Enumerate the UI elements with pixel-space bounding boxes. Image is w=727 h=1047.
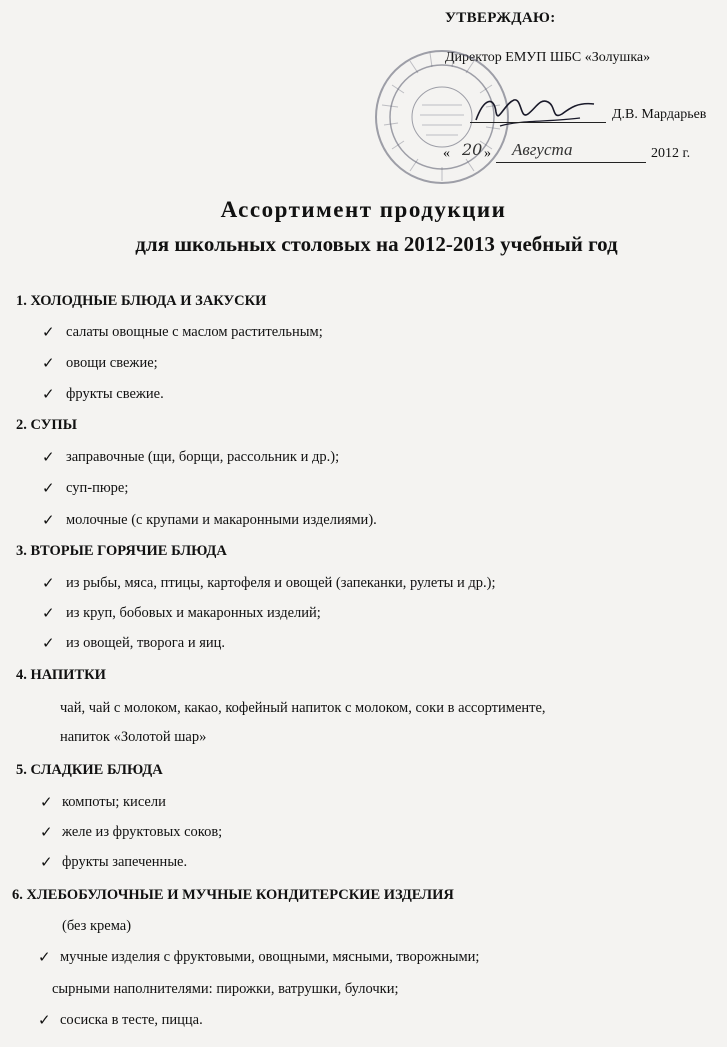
section-heading: 3. ВТОРЫЕ ГОРЯЧИЕ БЛЮДА — [16, 543, 227, 559]
approval-block — [0, 0, 727, 175]
list-item: из овощей, творога и яиц. — [66, 635, 226, 651]
check-icon: ✓ — [42, 479, 55, 497]
approval-title: УТВЕРЖДАЮ: — [445, 10, 556, 26]
section-heading: 1. ХОЛОДНЫЕ БЛЮДА И ЗАКУСКИ — [16, 293, 267, 309]
check-icon: ✓ — [38, 1011, 51, 1029]
section-heading: 6. ХЛЕБОБУЛОЧНЫЕ И МУЧНЫЕ КОНДИТЕРСКИЕ ИЗДЕЛИЯ — [12, 887, 454, 903]
approver-position: Директор ЕМУП ШБС «Золушка» — [445, 50, 651, 65]
list-item: овощи свежие; — [66, 355, 158, 371]
list-item: желе из фруктовых соков; — [62, 824, 223, 840]
list-item: мучные изделия с фруктовыми, овощными, мясными, творожными; — [60, 949, 480, 965]
list-item: фрукты свежие. — [66, 386, 164, 402]
check-icon: ✓ — [40, 793, 53, 811]
list-item: фрукты запеченные. — [62, 854, 188, 870]
date-month: Августа — [512, 140, 573, 159]
check-icon: ✓ — [42, 385, 55, 403]
list-item: компоты; кисели — [62, 794, 166, 810]
check-icon: ✓ — [42, 604, 55, 622]
document-title: Ассортимент продукции — [220, 197, 507, 222]
check-icon: ✓ — [40, 823, 53, 841]
date-year: 2012 г. — [651, 146, 691, 161]
section-heading: 5. СЛАДКИЕ БЛЮДА — [16, 762, 163, 778]
document-subtitle: для школьных столовых на 2012-2013 учебный год — [135, 232, 618, 256]
signature-line — [470, 122, 606, 123]
section-heading: 2. СУПЫ — [16, 417, 77, 433]
list-item: молочные (с крупами и макаронными изделиями). — [66, 512, 377, 528]
check-icon: ✓ — [42, 511, 55, 529]
list-item: из круп, бобовых и макаронных изделий; — [66, 605, 321, 621]
signature-icon — [470, 90, 600, 135]
signer-name: Д.В. Мардарьев — [612, 107, 707, 122]
check-icon: ✓ — [38, 948, 51, 966]
check-icon: ✓ — [42, 354, 55, 372]
check-icon: ✓ — [40, 853, 53, 871]
list-item: из рыбы, мяса, птицы, картофеля и овощей (запеканки, рулеты и др.); — [66, 575, 496, 591]
list-item: суп-пюре; — [66, 480, 129, 496]
check-icon: ✓ — [42, 323, 55, 341]
text-line: чай, чай с молоком, какао, кофейный напиток с молоком, соки в ассортименте, — [60, 700, 546, 716]
list-item: салаты овощные с маслом растительным; — [66, 324, 323, 340]
text-line: напиток «Золотой шар» — [60, 729, 207, 745]
check-icon: ✓ — [42, 448, 55, 466]
section-heading: 4. НАПИТКИ — [16, 667, 106, 683]
check-icon: ✓ — [42, 574, 55, 592]
date-close-quote: » — [484, 146, 491, 161]
list-item: сосиска в тесте, пицца. — [60, 1012, 203, 1028]
date-day: 20 — [462, 140, 483, 159]
text-line: сырными наполнителями: пирожки, ватрушки, булочки; — [52, 981, 399, 997]
check-icon: ✓ — [42, 634, 55, 652]
section-note: (без крема) — [62, 918, 132, 934]
date-open-quote: « — [443, 146, 450, 161]
list-item: заправочные (щи, борщи, рассольник и др.); — [66, 449, 340, 465]
date-line — [496, 162, 646, 163]
